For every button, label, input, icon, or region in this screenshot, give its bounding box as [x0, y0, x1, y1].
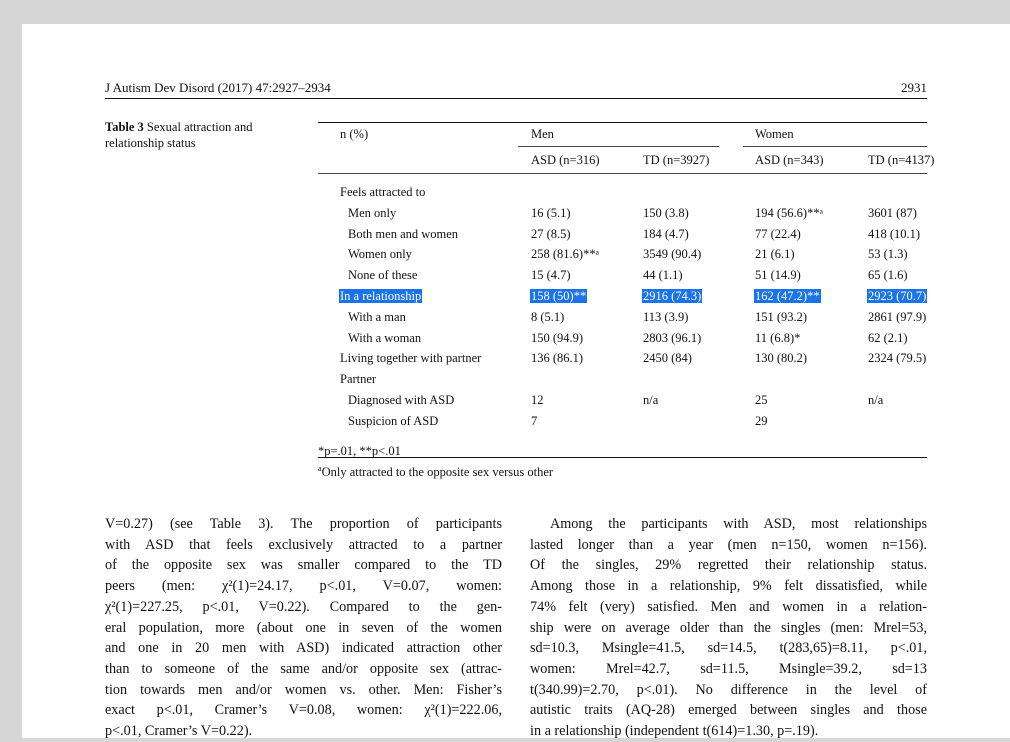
footnote-text: Only attracted to the opposite sex versus other: [321, 465, 554, 480]
group-header-women: Women: [755, 127, 794, 141]
cell-men-asd: 7: [531, 413, 538, 428]
row-label: With a woman: [348, 330, 422, 345]
row-label: Partner: [340, 372, 377, 387]
cell-women-asd: 77 (22.4): [755, 226, 801, 241]
row-label: Both men and women: [348, 226, 459, 241]
cell-women-asd: 25: [755, 393, 768, 407]
text-line: exact p<.01, Cramer’s V=0.08, women: χ²(1)=222.06,: [105, 702, 502, 719]
text-line: sd=10.3, Msingle=41.5, sd=14.5, t(283,65)=8.11, p<.01,: [530, 640, 927, 657]
row-label: Diagnosed with ASD: [348, 393, 455, 407]
row-label: [340, 289, 422, 304]
cell-men-asd: 12: [531, 393, 544, 407]
text-line: eral population, more (about one in seven of the women: [105, 619, 502, 636]
cell-men-asd: 27 (8.5): [531, 226, 571, 241]
cell-women-td: 418 (10.1): [868, 226, 921, 241]
text-line: Among those in a relationship, 9% felt dissatisfied, while: [530, 578, 927, 595]
cell-women-asd: 29: [755, 413, 768, 428]
text-line: lasted longer than a year (men n=150, women n=156).: [530, 536, 927, 553]
cell-men-asd: 16 (5.1): [531, 205, 571, 220]
cell-women-td: [868, 289, 927, 304]
cell-men-td: 2450 (84): [643, 351, 692, 366]
table-caption: [105, 119, 295, 151]
text-line: peers (men: χ²(1)=24.17, p<.01, V=0.07, women:: [105, 578, 502, 595]
text-line: Among the participants with ASD, most relationships: [550, 516, 927, 532]
text-line: tion towards men and/or women vs. other. Men: Fisher’s: [105, 681, 502, 698]
row-label: Feels attracted to: [340, 185, 426, 199]
table-caption-text: Sexual attraction and relationship status: [105, 120, 253, 150]
selection-highlight: 2923 (70.7): [868, 289, 927, 303]
header-bottom-rule: [318, 173, 927, 174]
col-header-women-td: TD (n=4137): [868, 153, 935, 167]
table-top-rule: [318, 122, 927, 123]
cell-women-td: 2861 (97.9): [868, 309, 927, 324]
cell-women-asd: 194 (56.6)**ᵃ: [755, 205, 823, 220]
cell-women-asd: 21 (6.1): [755, 247, 795, 262]
text-line: with ASD that feels exclusively attracted to a partner: [105, 536, 502, 553]
text-line: women: Mrel=42.7, sd=11.5, Msingle=39.2, sd=13: [530, 660, 927, 677]
cell-men-td: [643, 289, 702, 304]
cell-women-td: 65 (1.6): [868, 268, 908, 283]
cell-men-asd: 150 (94.9): [531, 330, 584, 345]
cell-women-asd: 11 (6.8)*: [755, 330, 801, 345]
text-line: and one in 20 men with ASD) indicated attraction other: [105, 640, 502, 657]
footnote-marker: a: [318, 464, 322, 473]
row-label: Living together with partner: [340, 351, 482, 366]
cell-men-asd: 8 (5.1): [531, 309, 565, 324]
row-label: Suspicion of ASD: [348, 413, 439, 428]
row-label: With a man: [348, 309, 406, 324]
cell-women-td: n/a: [868, 393, 884, 407]
cell-men-asd: 136 (86.1): [531, 351, 584, 366]
cell-women-td: 2324 (79.5): [868, 351, 927, 366]
running-header: [105, 78, 927, 99]
cell-women-asd: [755, 289, 821, 304]
table-footnote-a: [318, 464, 553, 480]
text-line: in a relationship (independent t(614)=1.30, p=.19).: [530, 723, 819, 740]
cell-men-asd: 258 (81.6)**ᵃ: [531, 247, 599, 262]
cell-women-td: 3601 (87): [868, 205, 917, 220]
text-line: 74% felt (very) satisfied. Men and women in a relation-: [530, 598, 927, 615]
table-bottom-rule: [318, 457, 927, 458]
cell-women-td: 62 (2.1): [868, 330, 908, 345]
cell-men-asd: 15 (4.7): [531, 268, 571, 283]
group-header-men: Men: [531, 127, 554, 141]
cell-men-td: 184 (4.7): [643, 226, 689, 241]
text-line: p<.01, Cramer’s V=0.22).: [105, 723, 253, 740]
body-column-left: [105, 514, 502, 742]
cell-men-td: 150 (3.8): [643, 205, 689, 220]
stub-header: n (%): [340, 127, 369, 141]
cell-women-asd: 130 (80.2): [755, 351, 808, 366]
cell-men-asd: [531, 289, 587, 304]
cell-women-td: 53 (1.3): [868, 247, 908, 262]
text-line: χ²(1)=227.25, p<.01, V=0.22). Compared to the gen-: [105, 598, 502, 615]
text-line: Of the singles, 29% regretted their relationship status.: [530, 557, 927, 574]
page-number: 2931: [901, 80, 927, 95]
table-footnote-significance: *p=.01, **p<.01: [318, 444, 401, 458]
text-line: t(340.99)=2.70, p<.01). No difference in the level of: [530, 681, 927, 698]
text-line: autistic traits (AQ-28) emerged between singles and those: [530, 702, 927, 719]
journal-citation: J Autism Dev Disord (2017) 47:2927–2934: [105, 80, 331, 95]
cell-women-asd: 151 (93.2): [755, 309, 808, 324]
col-header-women-asd: ASD (n=343): [755, 153, 824, 167]
selection-highlight: In a relationship: [340, 289, 422, 303]
cell-women-asd: 51 (14.9): [755, 268, 801, 283]
text-line: ship were on average older than the singles (men: Mrel=53,: [530, 619, 927, 636]
row-label: Women only: [348, 247, 412, 262]
selection-highlight: 162 (47.2)**: [755, 289, 820, 303]
pdf-page: [22, 24, 1010, 738]
selection-highlight: 2916 (74.3): [643, 289, 702, 303]
text-line: V=0.27) (see Table 3). The proportion of participants: [105, 516, 502, 532]
row-label: Men only: [348, 205, 397, 220]
cell-men-td: 44 (1.1): [643, 268, 683, 283]
cell-men-td: 3549 (90.4): [643, 247, 702, 262]
text-line: of the opposite sex was smaller compared to the TD: [105, 557, 502, 574]
col-header-men-td: TD (n=3927): [643, 153, 710, 167]
selection-highlight: 158 (50)**: [531, 289, 587, 303]
cell-men-td: 113 (3.9): [643, 309, 689, 324]
text-line: than to someone of the same and/or opposite sex (attrac-: [105, 660, 502, 677]
col-header-men-asd: ASD (n=316): [531, 153, 600, 167]
row-label: None of these: [348, 268, 418, 283]
body-column-right: [530, 514, 927, 742]
men-group-rule: [518, 146, 719, 147]
cell-men-td: 2803 (96.1): [643, 330, 702, 345]
women-group-rule: [743, 146, 927, 147]
table-label: Table 3: [105, 120, 144, 134]
cell-men-td: n/a: [643, 393, 659, 407]
